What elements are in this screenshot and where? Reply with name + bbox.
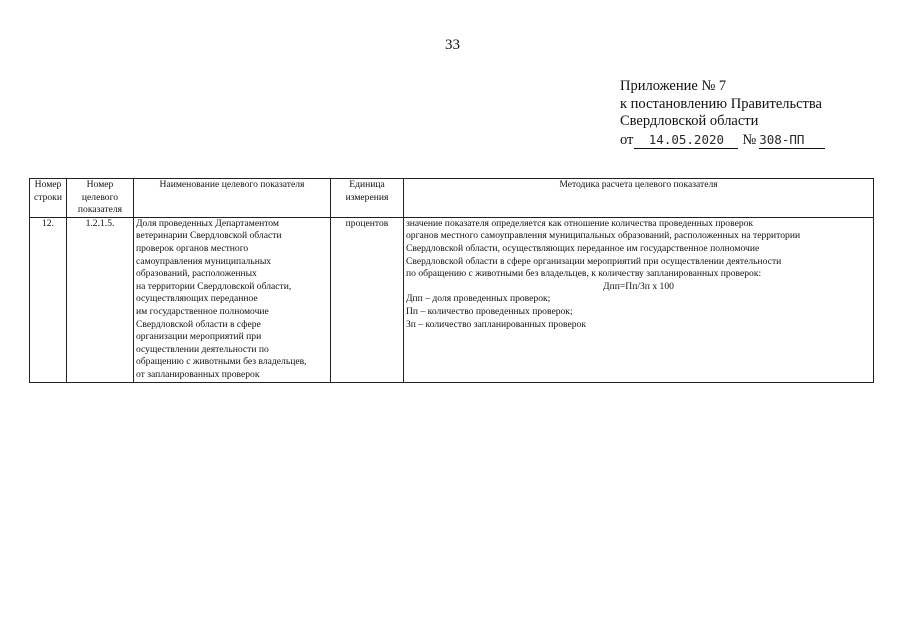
header-indicator-name: Наименование целевого показателя (134, 179, 331, 218)
name-line: от запланированных проверок (136, 368, 260, 380)
decree-number-label: № (742, 131, 757, 148)
formula-definition: Пп – количество проведенных проверок; (406, 305, 573, 317)
name-line: обращению с животными без владельцев, (136, 356, 307, 368)
method-line: значение показателя определяется как отношение количества проведенных проверок (406, 217, 754, 229)
name-line: организации мероприятий при (136, 331, 262, 343)
cell-indicator-name (134, 217, 331, 382)
decree-number: 308-ПП (759, 131, 825, 150)
decree-line (620, 131, 825, 150)
name-line: на территории Свердловской области, (136, 280, 292, 292)
cell-row-number: 12. (30, 217, 67, 382)
table-row (30, 217, 874, 382)
name-line: Свердловской области в сфере (136, 318, 261, 330)
header-row-number: Номер строки (30, 179, 67, 218)
cell-method (404, 217, 874, 382)
cell-target-number: 1.2.1.5. (67, 217, 134, 382)
appendix-resolution-ref: к постановлению Правительства (620, 95, 822, 112)
decree-date: 14.05.2020 (634, 131, 738, 150)
method-line: по обращению с животными без владельцев, к количеству запланированных проверок: (406, 268, 762, 280)
appendix-title: Приложение № 7 (620, 78, 727, 94)
formula-definition: Дпп – доля проведенных проверок; (406, 293, 551, 305)
name-line: им государственное полномочие (136, 305, 269, 317)
appendix-header (620, 78, 825, 149)
header-target-number: Номер целевого показателя (67, 179, 134, 218)
method-formula: Дпп=Пп/Зп х 100 (603, 280, 674, 292)
name-line: самоуправления муниципальных (136, 255, 272, 267)
name-line: ветеринарии Свердловской области (136, 230, 282, 242)
header-method: Методика расчета целевого показателя (404, 179, 874, 218)
decree-from-label: от (620, 131, 634, 148)
page-number: 33 (445, 37, 460, 53)
table-header-row (30, 179, 874, 218)
cell-unit: процентов (331, 217, 404, 382)
name-line: образований, расположенных (136, 268, 257, 280)
formula-definition: Зп – количество запланированных проверок (406, 318, 586, 330)
name-line: осуществляющих переданное (136, 293, 258, 305)
method-line: Свердловской области в сфере организации мероприятий при осуществлении деятельности (406, 255, 782, 267)
indicators-table (29, 178, 874, 383)
name-line: осуществлении деятельности по (136, 343, 269, 355)
name-line: проверок органов местного (136, 242, 249, 254)
appendix-region: Свердловской области (620, 113, 759, 129)
method-line: Свердловской области, осуществляющих переданное им государственное полномочие (406, 242, 760, 254)
header-unit: Единица измерения (331, 179, 404, 218)
method-line: органов местного самоуправления муниципальных образований, расположенных на территории (406, 230, 801, 242)
name-line: Доля проведенных Департаментом (136, 217, 279, 229)
